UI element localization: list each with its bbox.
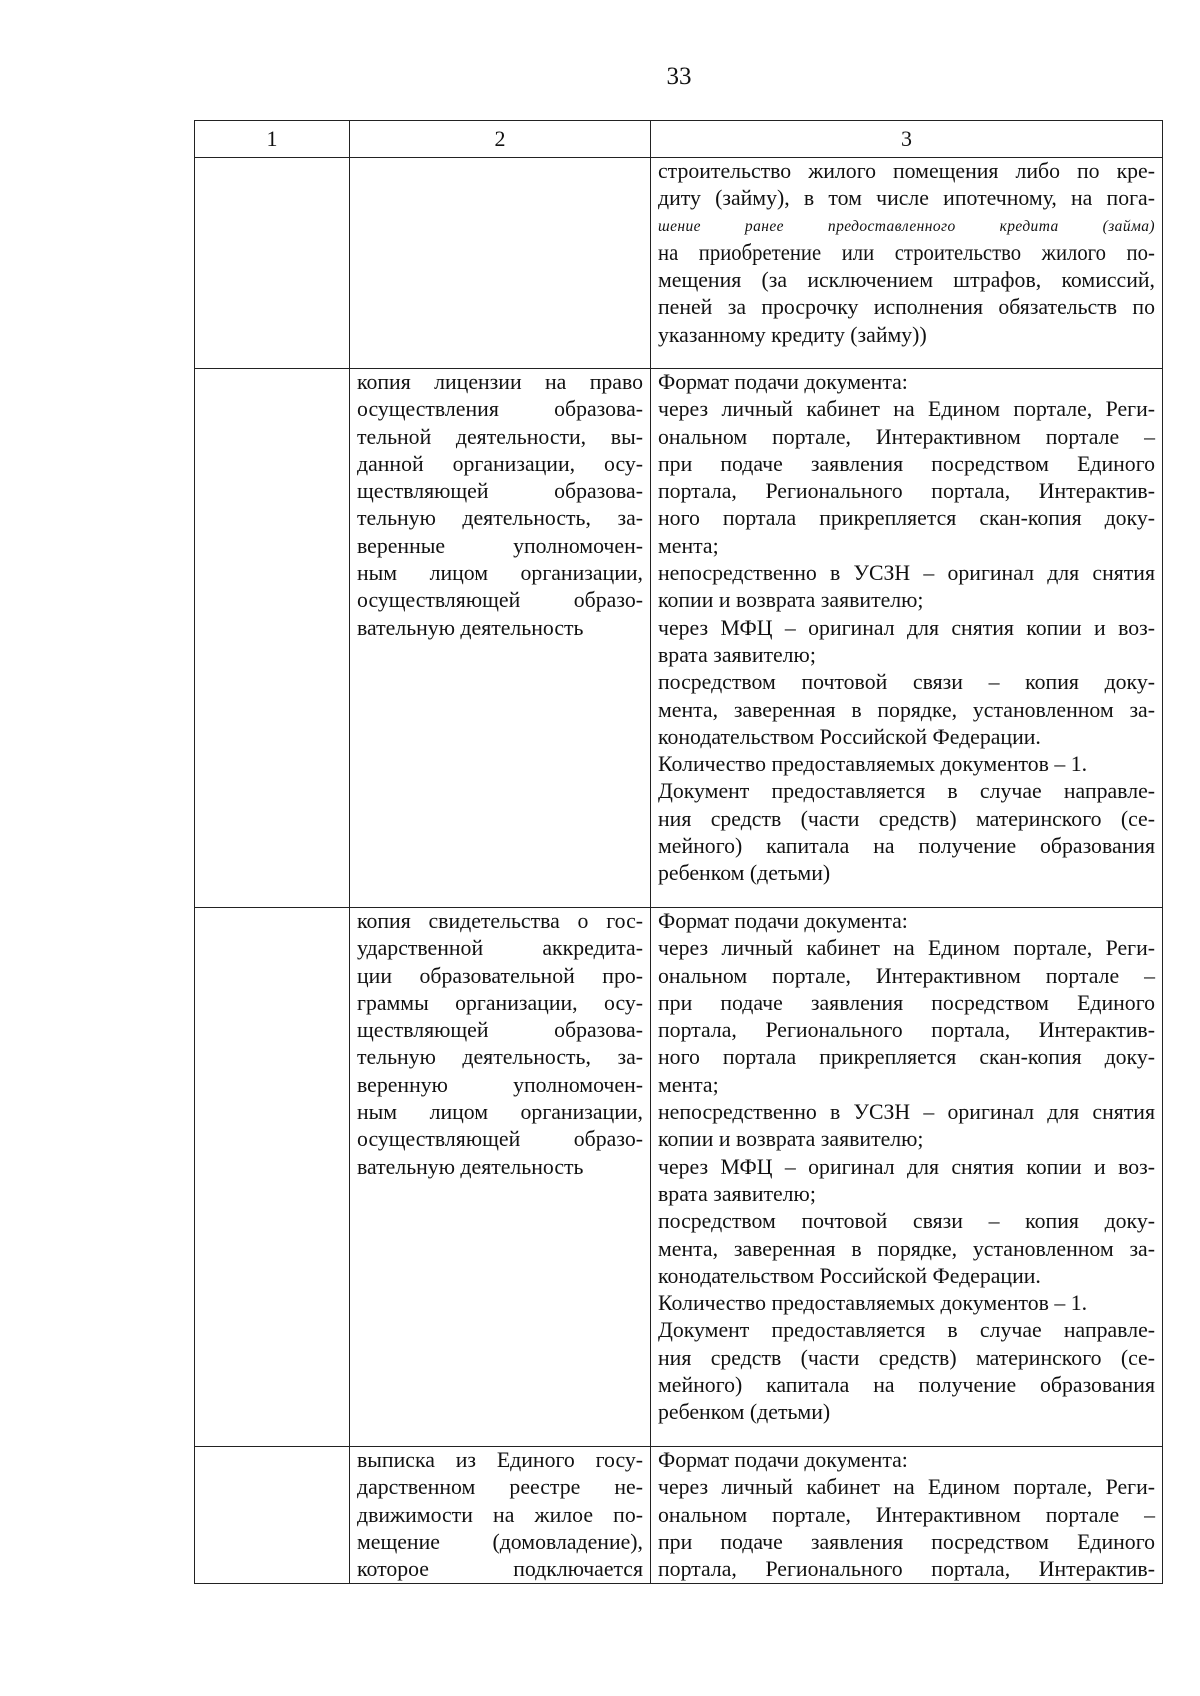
- text-line: ного портала прикрепляется скан-копия доку-: [658, 506, 1155, 531]
- text-line: через личный кабинет на Едином портале, Реги-: [658, 936, 1155, 961]
- text-line: шение ранее предоставленного кредита (займа): [658, 217, 1155, 235]
- header-cell-3: 3: [651, 121, 1163, 158]
- text-line: вательную деятельность: [357, 615, 584, 640]
- text-line: ции образовательной про-: [357, 963, 643, 988]
- text-line: осуществляющей образо-: [357, 1127, 643, 1152]
- text-line: врата заявителю;: [658, 1181, 816, 1206]
- text-line: ным лицом организации,: [357, 1100, 643, 1125]
- text-line: дарственном реестре не-: [357, 1475, 643, 1500]
- text-line: данной организации, осу-: [357, 451, 643, 476]
- text-line: непосредственно в УСЗН – оригинал для снятия: [658, 1100, 1155, 1125]
- text-line: движимости на жилое по-: [357, 1502, 643, 1527]
- text-line: при подаче заявления посредством Единого: [658, 990, 1155, 1015]
- table-row: [195, 158, 1163, 369]
- text-line: мейного) капитала на получение образования: [658, 1373, 1155, 1398]
- text-line: при подаче заявления посредством Единого: [658, 451, 1155, 476]
- cell-col3: [651, 908, 1163, 1447]
- text-line: через МФЦ – оригинал для снятия копии и воз-: [658, 1154, 1155, 1179]
- text-line: врата заявителю;: [658, 642, 816, 667]
- text-line: портала, Регионального портала, Интерактив-: [658, 1018, 1155, 1043]
- text-line: пеней за просрочку исполнения обязательств по: [658, 295, 1155, 320]
- text-line: портала, Регионального портала, Интерактив-: [658, 1557, 1155, 1582]
- text-line: Формат подачи документа:: [658, 909, 908, 933]
- text-line: через личный кабинет на Едином портале, Реги-: [658, 1475, 1155, 1500]
- table-row: [195, 908, 1163, 1447]
- text-line: копии и возврата заявителю;: [658, 588, 924, 613]
- text-line: ния средств (части средств) материнского (се-: [658, 806, 1155, 831]
- text-line: мещения (за исключением штрафов, комиссий,: [658, 268, 1155, 293]
- cell-col3: [651, 1447, 1163, 1584]
- cell-col1: [195, 1447, 350, 1584]
- cell-col2: [350, 158, 651, 369]
- table-header-row: [195, 121, 1163, 158]
- text-line: веренные уполномочен-: [357, 533, 643, 558]
- text-line: вательную деятельность: [357, 1154, 584, 1179]
- cell-col1: [195, 158, 350, 369]
- text-line: строительство жилого помещения либо по кре-: [658, 159, 1155, 183]
- text-line: мента;: [658, 1072, 719, 1097]
- text-line: Документ предоставляется в случае направле-: [658, 779, 1155, 804]
- text-line: тельную деятельность, за-: [357, 1045, 643, 1070]
- text-line: ния средств (части средств) материнского (се-: [658, 1345, 1155, 1370]
- text-line: выписка из Единого госу-: [357, 1448, 643, 1472]
- header-cell-2: 2: [350, 121, 651, 158]
- text-line: Документ предоставляется в случае направле-: [658, 1318, 1155, 1343]
- text-line: которое подключается: [357, 1557, 643, 1582]
- text-line: мента;: [658, 533, 719, 558]
- table-row: [195, 369, 1163, 908]
- text-line: Количество предоставляемых документов – 1.: [658, 752, 1088, 777]
- text-line: тельной деятельности, вы-: [357, 424, 643, 449]
- text-line: при подаче заявления посредством Единого: [658, 1529, 1155, 1554]
- text-line: ного портала прикрепляется скан-копия доку-: [658, 1045, 1155, 1070]
- text-line: мента, заверенная в порядке, установленном за-: [658, 1236, 1155, 1261]
- cell-col1: [195, 369, 350, 908]
- document-table: [194, 120, 1163, 1584]
- text-line: Формат подачи документа:: [658, 1448, 908, 1472]
- text-line: указанному кредиту (займу)): [658, 322, 927, 347]
- cell-col3: [651, 369, 1163, 908]
- text-line: через МФЦ – оригинал для снятия копии и воз-: [658, 615, 1155, 640]
- text-line: ществляющей образова-: [357, 1018, 643, 1043]
- text-line: граммы организации, осу-: [357, 990, 643, 1015]
- cell-col3: [651, 158, 1163, 369]
- text-line: Формат подачи документа:: [658, 370, 908, 394]
- text-line: конодательством Российской Федерации.: [658, 1263, 1041, 1288]
- text-line: копии и возврата заявителю;: [658, 1127, 924, 1152]
- text-line: ональном портале, Интерактивном портале –: [658, 424, 1155, 449]
- text-line: ребенком (детьми): [658, 1400, 831, 1425]
- table-row: [195, 1447, 1163, 1584]
- header-cell-1: 1: [195, 121, 350, 158]
- text-line: диту (займу), в том числе ипотечному, на пога-: [658, 186, 1155, 211]
- text-line: осуществляющей образо-: [357, 588, 643, 613]
- text-line: осуществления образова-: [357, 397, 643, 422]
- text-line: непосредственно в УСЗН – оригинал для снятия: [658, 561, 1155, 586]
- text-line: веренную уполномочен-: [357, 1072, 643, 1097]
- cell-col1: [195, 908, 350, 1447]
- text-line: Количество предоставляемых документов – 1.: [658, 1291, 1088, 1316]
- text-line: на приобретение или строительство жилого по-: [658, 239, 1155, 266]
- text-line: мента, заверенная в порядке, установленном за-: [658, 697, 1155, 722]
- text-line: мещение (домовладение),: [357, 1529, 643, 1554]
- text-line: посредством почтовой связи – копия доку-: [658, 1209, 1155, 1234]
- page-number: 33: [666, 63, 692, 90]
- text-line: тельную деятельность, за-: [357, 506, 643, 531]
- text-line: копия лицензии на право: [357, 370, 643, 394]
- text-line: мейного) капитала на получение образования: [658, 834, 1155, 859]
- text-line: ребенком (детьми): [658, 861, 831, 886]
- text-line: ональном портале, Интерактивном портале –: [658, 963, 1155, 988]
- text-line: ным лицом организации,: [357, 561, 643, 586]
- cell-col2: [350, 1447, 651, 1584]
- text-line: ществляющей образова-: [357, 479, 643, 504]
- text-line: через личный кабинет на Едином портале, Реги-: [658, 397, 1155, 422]
- text-line: ударственной аккредита-: [357, 936, 643, 961]
- text-line: посредством почтовой связи – копия доку-: [658, 670, 1155, 695]
- text-line: портала, Регионального портала, Интерактив-: [658, 479, 1155, 504]
- cell-col2: [350, 908, 651, 1447]
- text-line: конодательством Российской Федерации.: [658, 724, 1041, 749]
- cell-col2: [350, 369, 651, 908]
- text-line: копия свидетельства о гос-: [357, 909, 643, 933]
- text-line: ональном портале, Интерактивном портале –: [658, 1502, 1155, 1527]
